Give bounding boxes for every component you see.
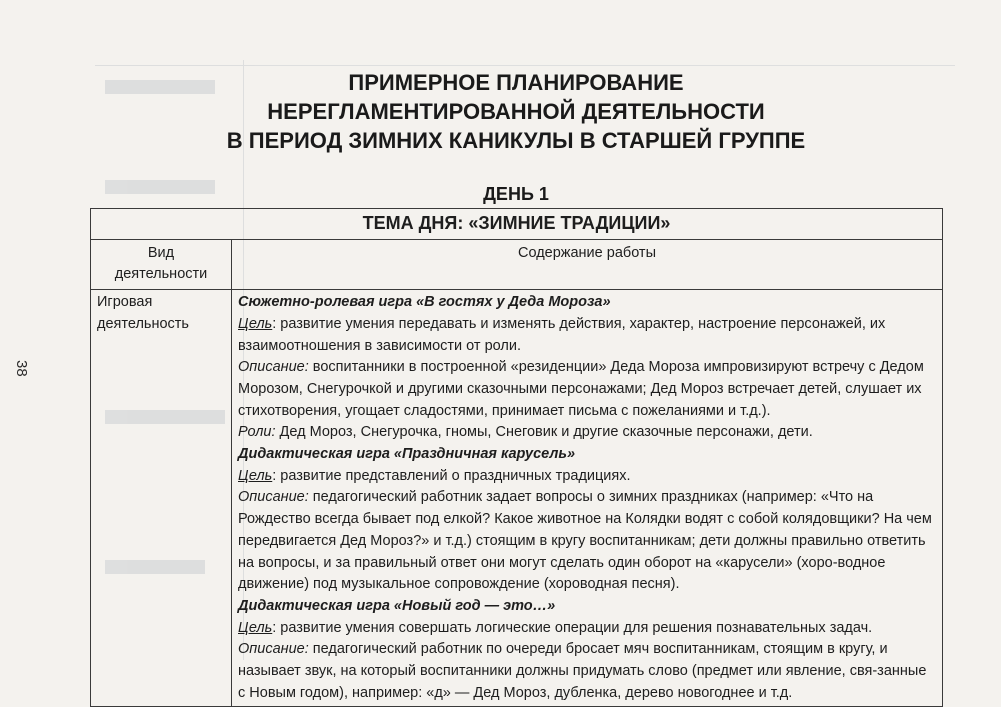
game-description — [238, 639, 936, 704]
activity-table — [90, 208, 943, 707]
description-label: Описание: — [238, 641, 309, 658]
roles-label: Роли: — [238, 424, 276, 441]
header-row — [91, 239, 943, 289]
goal-label: Цель — [238, 467, 273, 484]
header-content: Содержание работы — [232, 239, 943, 289]
game-goal — [238, 466, 936, 488]
game-goal — [238, 618, 936, 640]
content-cell — [232, 290, 943, 707]
goal-text: : развитие умения передавать и изменять действия, характер, настроение персонажей, их взаимоотношения в зависимости от роли. — [238, 315, 886, 354]
roles-text: Дед Мороз, Снегурочка, гномы, Снеговик и другие сказочные персонажи, дети. — [275, 424, 813, 441]
theme-row — [91, 209, 943, 240]
game-title: Дидактическая игра «Праздничная карусель» — [238, 446, 576, 463]
description-text: педагогический работник задает вопросы о зимних праздниках (например: «Что на Рождество всегда бывает под елкой? Какое животное на Колядки водят с собой колядовщики? На чем передвигается Дед Мороз?» и т.д.) стоящим в кругу воспитанникам; дети должны правильно ответить на вопросы, и за правильный ответ они могут сделать один оборот на «карусели» (хоро-водное движение) под музыкальное сопровождение (хороводная песня). — [238, 489, 932, 593]
game-title: Дидактическая игра «Новый год — это…» — [238, 597, 556, 614]
game-description — [238, 357, 936, 422]
description-label: Описание: — [238, 359, 309, 376]
game-description — [238, 487, 936, 596]
activity-line-2: деятельность — [97, 315, 189, 332]
activity-cell — [91, 290, 232, 707]
game-title: Сюжетно-ролевая игра «В гостях у Деда Мороза» — [238, 294, 611, 311]
page-title — [90, 68, 942, 155]
title-line-2: НЕРЕГЛАМЕНТИРОВАННОЙ ДЕЯТЕЛЬНОСТИ — [267, 99, 765, 124]
title-line-1: ПРИМЕРНОЕ ПЛАНИРОВАНИЕ — [348, 70, 684, 95]
goal-text: : развитие представлений о праздничных традициях. — [272, 467, 631, 484]
activity-line-1: Игровая — [97, 294, 153, 311]
description-label: Описание: — [238, 489, 309, 506]
header-activity-line-1: Вид — [147, 244, 175, 261]
game-goal — [238, 314, 936, 357]
goal-label: Цель — [238, 619, 273, 636]
game-roles — [238, 422, 936, 444]
theme-cell: ТЕМА ДНЯ: «ЗИМНИЕ ТРАДИЦИИ» — [91, 209, 943, 240]
header-activity-line-2: деятельности — [114, 266, 208, 283]
description-text: педагогический работник по очереди бросает мяч воспитанникам, стоящим в кругу, и называет звук, на который воспитанники должны придумать слово (предмет или явление, свя-занные с Новым годом), например: «д» — Дед Мороз, дубленка, дерево новогоднее и т.д. — [238, 641, 927, 701]
header-activity-type — [91, 239, 232, 289]
goal-text: : развитие умения совершать логические операции для решения познавательных задач. — [272, 619, 873, 636]
table-row — [91, 290, 943, 707]
goal-label: Цель — [238, 315, 273, 332]
title-line-3: В ПЕРИОД ЗИМНИХ КАНИКУЛЫ В СТАРШЕЙ ГРУППЕ — [226, 128, 806, 153]
day-heading: ДЕНЬ 1 — [483, 184, 549, 204]
page-number: 38 — [13, 360, 30, 377]
description-text: воспитанники в построенной «резиденции» Деда Мороза импровизируют встречу с Дедом Морозом, Снегурочкой и другими сказочными персонажами; Дед Мороз встречает детей, слушает их стихотворения, угощает сладостями, принимает письма с пожеланиями и т.д.). — [238, 359, 924, 419]
